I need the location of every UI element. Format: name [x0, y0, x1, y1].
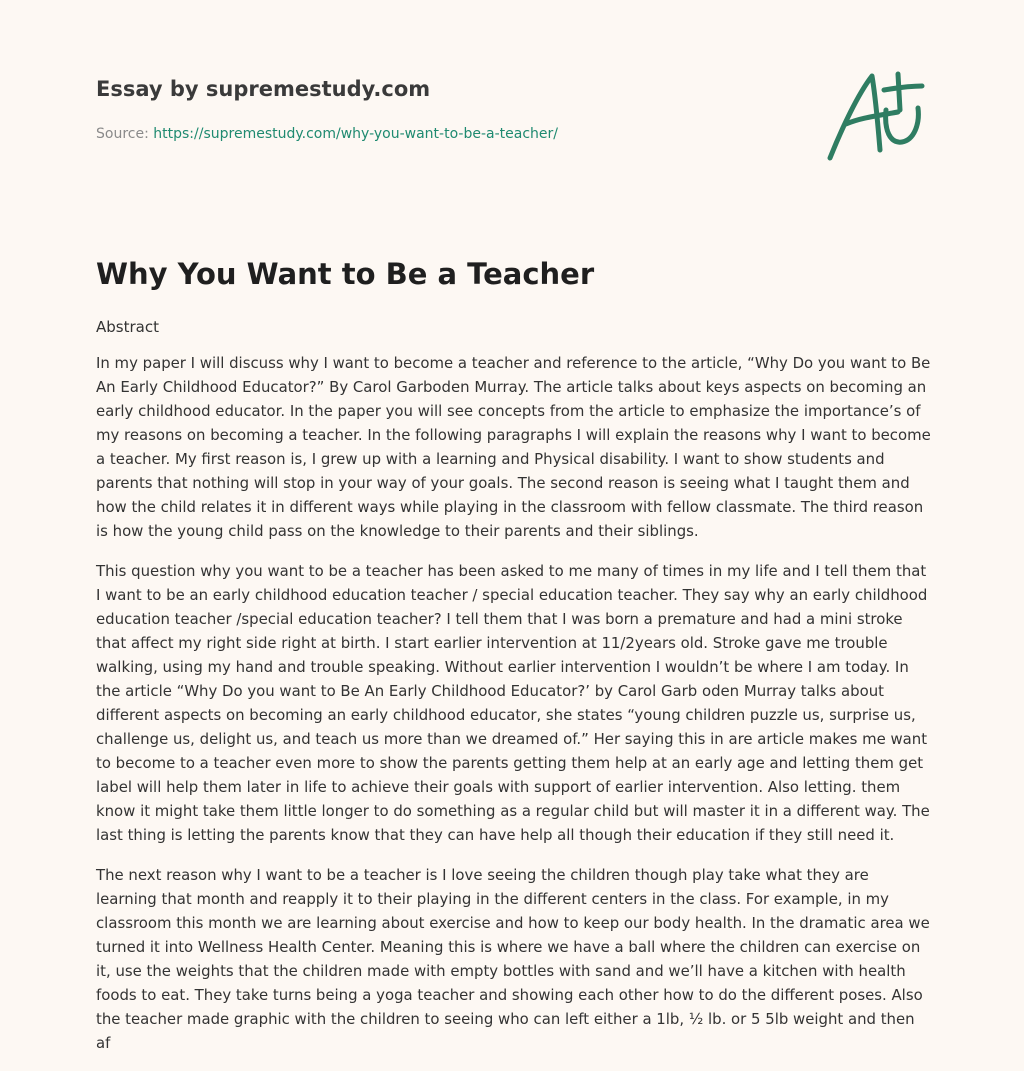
essay-brand: Essay by supremestudy.com	[96, 77, 431, 101]
source-label: Source:	[96, 126, 149, 142]
abstract-label: Abstract	[96, 318, 159, 336]
paragraph: This question why you want to be a teacher has been asked to me many of times in my life and I tell them that I want to be an early childhood education teacher / special education teacher. They say why an early childhood education teacher /special education teacher? I tell them that I was born a premature and had a mini stroke that affect my right side right at birth. I start earlier intervention at 11/2years old. Stroke gave me trouble walking, using my hand and trouble speaking. Without earlier intervention I wouldn’t be where I am today. In the article “Why Do you want to Be An Early Childhood Educator?’ by Carol Garb oden Murray talks about different aspects on becoming an early childhood educator, she states “young children puzzle us, surprise us, challenge us, delight us, and teach us more than we dreamed of.” Her saying this in are article makes me want to become to a teacher even more to show the parents getting them help at an early age and letting them get label will help them later in life to achieve their goals with support of earlier intervention. Also letting. them know it might take them little longer to do something as a regular child but will master it in a different way. The last thing is letting the parents know that they can have help all though their education if they still need it.	[96, 562, 930, 844]
source-link[interactable]: https://supremestudy.com/why-you-want-to-be-a-teacher/	[153, 126, 558, 142]
a-plus-logo-icon	[820, 66, 930, 166]
paragraph: The next reason why I want to be a teacher is I love seeing the children though play take what they are learning that month and reapply it to their playing in the different centers in the class. For example, in my classroom this month we are learning about exercise and how to keep our body health. In the dramatic area we turned it into Wellness Health Center. Meaning this is where we have a ball where the children can exercise on it, use the weights that the children made with empty bottles with sand and we’ll have a kitchen with health foods to eat. They take turns being a yoga teacher and showing each other how to do the different poses. Also the teacher made graphic with the children to seeing who can left either a 1lb, ½ lb. or 5 5lb weight and then af	[96, 866, 930, 1052]
paragraph: In my paper I will discuss why I want to become a teacher and reference to the article, “Why Do you want to Be An Early Childhood Educator?” By Carol Garboden Murray. The article talks about keys aspects on becoming an early childhood educator. In the paper you will see concepts from the article to emphasize the importance’s of my reasons on becoming a teacher. In the following paragraphs I will explain the reasons why I want to become a teacher. My first reason is, I grew up with a learning and Physical disability. I want to show students and parents that nothing will stop in your way of your goals. The second reason is seeing what I taught them and how the child relates it in different ways while playing in the classroom with fellow classmate. The third reason is how the young child pass on the knowledge to their parents and their siblings.	[96, 354, 931, 540]
document-title: Why You Want to Be a Teacher	[96, 257, 595, 291]
essay-header	[96, 74, 796, 144]
document-body	[96, 315, 932, 1071]
source-line	[96, 124, 796, 144]
